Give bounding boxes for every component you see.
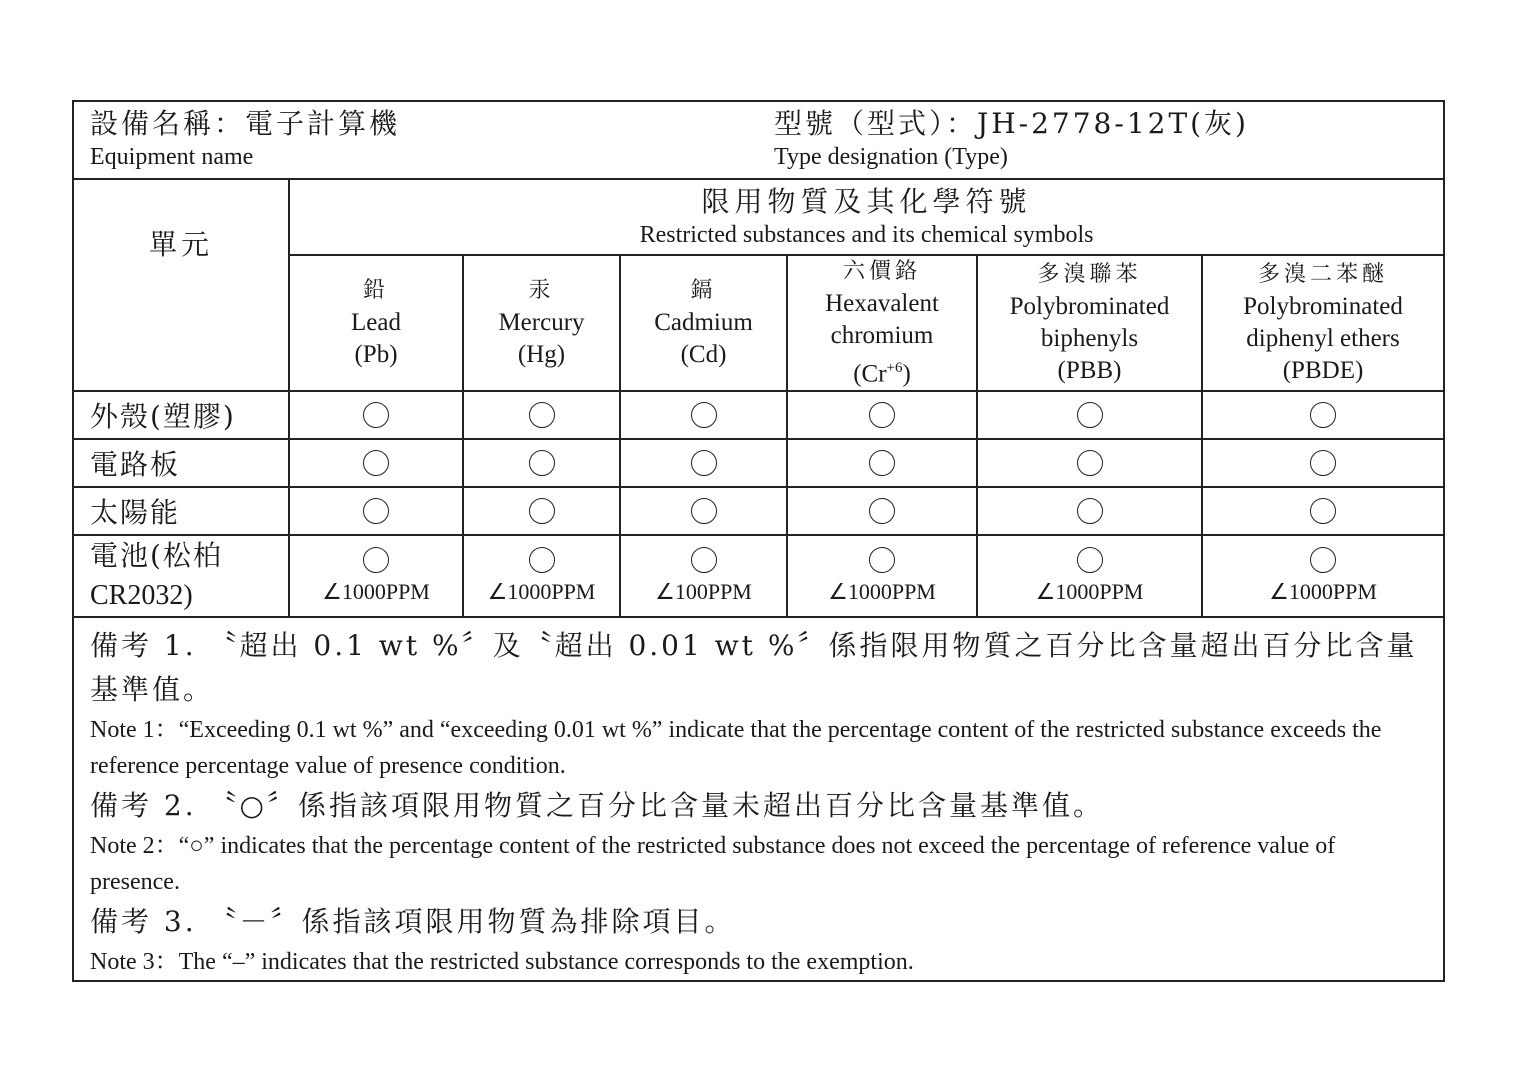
battery-row — [73, 535, 1444, 617]
circle-mark-icon — [1077, 450, 1103, 476]
circle-mark-icon — [529, 402, 555, 428]
circle-mark-icon — [363, 547, 389, 573]
mark-cell — [977, 535, 1202, 617]
row-label: 外殼(塑膠) — [73, 391, 289, 439]
substance-header-lead — [289, 255, 463, 391]
mark-cell — [463, 487, 620, 535]
substance-zh: 鉛 — [362, 278, 389, 304]
substance-zh: 多溴聯苯 — [1037, 262, 1142, 288]
substance-en-2: diphenyl ethers — [1246, 325, 1400, 353]
circle-mark-icon — [1310, 498, 1336, 524]
type-designation-en: Type designation (Type) — [774, 144, 1008, 170]
mark-cell — [787, 391, 977, 439]
substance-zh: 六價鉻 — [842, 259, 921, 284]
table-row — [73, 439, 1444, 487]
battery-label-en: CR2032) — [90, 580, 193, 612]
circle-mark-icon — [363, 402, 389, 428]
type-designation-zh: 型號（型式）：JH-2778-12T(灰) — [774, 107, 1249, 140]
ppm-limit: ∠1000PPM — [322, 579, 430, 605]
equipment-name-en: Equipment name — [90, 144, 254, 170]
note-1-zh: 備考 1. 〝超出 0.1 wt %〞及〝超出 0.01 wt %〞係指限用物質之百分比含量超出百分比含量 — [90, 629, 1418, 663]
substance-header-pbb — [977, 255, 1202, 391]
circle-mark-icon — [529, 450, 555, 476]
substance-en: Mercury — [498, 309, 585, 337]
mark-cell — [620, 535, 787, 617]
ppm-limit: ∠1000PPM — [487, 579, 596, 605]
mark-cell — [1202, 439, 1444, 487]
equipment-name-zh: 設備名稱：電子計算機 — [90, 107, 401, 140]
type-designation-block — [774, 106, 1249, 172]
substance-symbol: (PBDE) — [1282, 357, 1364, 385]
notes-section — [73, 617, 1444, 981]
circle-mark-icon — [691, 547, 717, 573]
mark-cell — [977, 487, 1202, 535]
substance-en: Polybrominated — [1009, 293, 1170, 321]
circle-mark-icon — [363, 498, 389, 524]
substance-zh: 汞 — [528, 278, 555, 304]
table-row — [73, 487, 1444, 535]
mark-cell — [1202, 487, 1444, 535]
mark-cell — [787, 439, 977, 487]
unit-header-label: 單元 — [148, 228, 213, 262]
ppm-limit: ∠1000PPM — [828, 579, 936, 605]
mark-cell — [1202, 535, 1444, 617]
mark-cell — [977, 391, 1202, 439]
substance-header-cadmium — [620, 255, 787, 391]
mark-cell — [1202, 391, 1444, 439]
circle-mark-icon — [1077, 547, 1103, 573]
restricted-substances-header — [289, 179, 1444, 255]
substance-symbol: $(Cr^{+6})$ — [853, 360, 911, 388]
mark-cell — [620, 391, 787, 439]
substance-symbol: (Pb) — [354, 341, 398, 369]
substance-zh: 鎘 — [690, 278, 717, 304]
mark-cell — [289, 439, 463, 487]
ppm-limit: ∠1000PPM — [1269, 579, 1377, 605]
substance-en-2: biphenyls — [1040, 325, 1139, 353]
note-1-en: Note 1：“Exceeding 0.1 wt %” and “exceeding 0.01 wt %” indicate that the percentage content of the restricted substance exceeds the reference percentage value of presence condition. — [90, 717, 1382, 780]
note-3-zh: 備考 3. 〝－〞係指該項限用物質為排除項目。 — [90, 905, 736, 939]
note-2-en: Note 2：“○” indicates that the percentage content of the restricted substance does not exceed the percentage of reference value of presence. — [90, 833, 1336, 896]
mark-cell — [620, 439, 787, 487]
substance-en: Lead — [351, 309, 401, 337]
mark-cell — [463, 439, 620, 487]
table-row — [73, 391, 1444, 439]
ppm-limit: ∠100PPM — [655, 579, 752, 605]
header-cell — [73, 101, 1444, 179]
circle-mark-icon — [1310, 402, 1336, 428]
circle-mark-icon — [1310, 547, 1336, 573]
note-2-zh: 備考 2. 〝○〞係指該項限用物質之百分比含量未超出百分比含量基準值。 — [90, 789, 1104, 823]
substance-symbol: (Hg) — [517, 341, 566, 369]
mark-cell — [463, 535, 620, 617]
equipment-name-block — [90, 106, 400, 172]
circle-mark-icon — [1310, 450, 1336, 476]
substance-en: Polybrominated — [1243, 293, 1403, 321]
circle-mark-icon — [869, 547, 895, 573]
circle-mark-icon — [1077, 402, 1103, 428]
circle-mark-icon — [869, 498, 895, 524]
circle-mark-icon — [363, 450, 389, 476]
substance-en: Cadmium — [654, 309, 753, 337]
circle-mark-icon — [529, 547, 555, 573]
circle-mark-icon — [869, 402, 895, 428]
mark-cell — [787, 535, 977, 617]
ppm-limit: ∠1000PPM — [1035, 579, 1144, 605]
circle-mark-icon — [691, 402, 717, 428]
mark-cell — [463, 391, 620, 439]
restricted-title-en: Restricted substances and its chemical symbols — [639, 222, 1094, 248]
mark-cell — [977, 439, 1202, 487]
substance-header-mercury — [463, 255, 620, 391]
restricted-title-zh: 限用物質及其化學符號 — [701, 185, 1032, 218]
substance-header-hexavalent-chromium — [787, 255, 977, 391]
unit-column-header — [73, 179, 289, 391]
mark-cell — [289, 391, 463, 439]
circle-mark-icon — [869, 450, 895, 476]
circle-mark-icon — [691, 498, 717, 524]
mark-cell — [787, 487, 977, 535]
circle-mark-icon — [529, 498, 555, 524]
substance-symbol: (PBB) — [1057, 357, 1122, 385]
rohs-declaration-table — [72, 100, 1445, 982]
battery-row-label — [73, 535, 289, 617]
circle-mark-icon — [691, 450, 717, 476]
row-label: 電路板 — [73, 439, 289, 487]
note-1-zh-cont: 基準值。 — [90, 673, 215, 707]
mark-cell — [289, 487, 463, 535]
substance-en-2: chromium — [830, 322, 934, 349]
battery-label-zh: 電池(松柏 — [90, 539, 223, 573]
mark-cell — [620, 487, 787, 535]
substance-zh: 多溴二苯醚 — [1258, 262, 1389, 288]
note-3-en: Note 3：The “–” indicates that the restricted substance corresponds to the exemption. — [90, 949, 914, 976]
row-label: 太陽能 — [73, 487, 289, 535]
substance-symbol: (Cd) — [680, 341, 727, 369]
circle-mark-icon — [1077, 498, 1103, 524]
substance-header-pbde — [1202, 255, 1444, 391]
substance-en: Hexavalent — [825, 290, 939, 317]
mark-cell — [289, 535, 463, 617]
